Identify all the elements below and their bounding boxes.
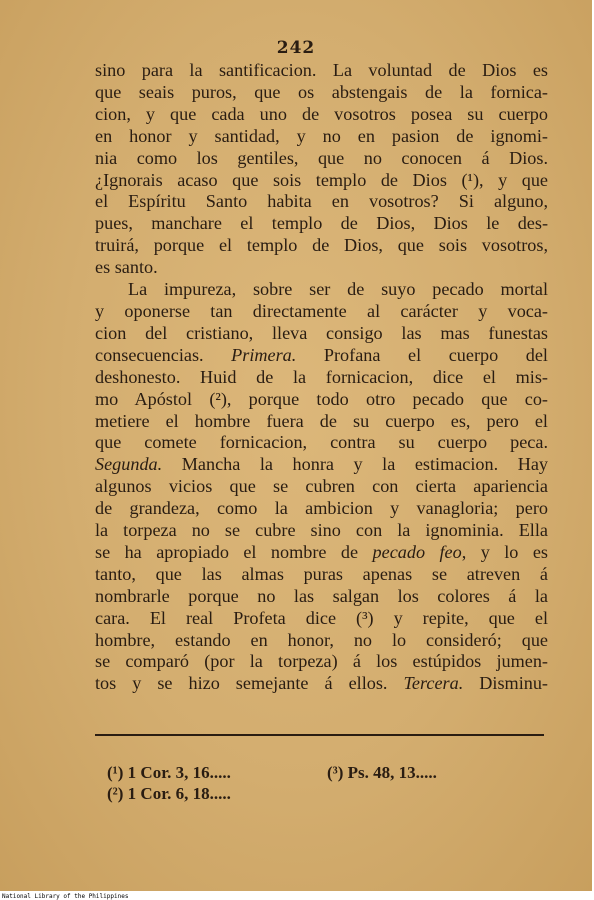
text-line: en honor y santidad, y no en pasion de ignomi- xyxy=(95,125,548,146)
text-line: se ha apropiado el nombre de pecado feo, y lo es xyxy=(95,541,548,562)
text-line: cara. El real Profeta dice (³) y repite, que el xyxy=(95,607,548,628)
text-line: ¿Ignorais acaso que sois templo de Dios (¹), y que xyxy=(95,169,548,190)
text-line: La impureza, sobre ser de suyo pecado mortal xyxy=(128,279,548,300)
text-line: que seais puros, que os abstengais de la fornica- xyxy=(95,81,548,102)
text-line: tanto, que las almas puras apenas se atreven á xyxy=(95,563,548,584)
text-line: tos y se hizo semejante á ellos. Tercera. Disminu- xyxy=(95,673,548,694)
text-line: algunos vicios que se cubren con cierta apariencia xyxy=(95,476,548,497)
text-line: de grandeza, como la ambicion y vanagloria; pero xyxy=(95,498,548,519)
library-credit: National Library of the Philippines xyxy=(2,893,129,900)
text-line: cion del cristiano, lleva consigo las mas funestas xyxy=(95,322,548,343)
text-line: consecuencias. Primera. Profana el cuerpo del xyxy=(95,344,548,365)
page-number: 242 xyxy=(276,38,316,58)
text-line: hombre, estando en honor, no lo consideró; que xyxy=(95,629,548,650)
text-line: el Espíritu Santo habita en vosotros? Si alguno, xyxy=(95,191,548,212)
text-line: mo Apóstol (²), porque todo otro pecado que co- xyxy=(95,388,548,409)
text-line: sino para la santificacion. La voluntad de Dios es xyxy=(95,60,548,80)
footnote-1: (¹) 1 Cor. 3, 16..... xyxy=(107,763,231,782)
footnote-3: (³) Ps. 48, 13..... xyxy=(327,763,437,782)
text-line: Segunda. Mancha la honra y la estimacion. Hay xyxy=(95,454,548,475)
text-line: que comete fornicacion, contra su cuerpo peca. xyxy=(95,432,548,453)
text-line: y oponerse tan directamente al carácter y voca- xyxy=(95,300,548,321)
text-line: nombrarle porque no las salgan los colores á la xyxy=(95,585,548,606)
text-line: es santo. xyxy=(95,257,158,278)
footnote-2: (²) 1 Cor. 6, 18..... xyxy=(107,784,231,803)
text-line: nia como los gentiles, que no conocen á Dios. xyxy=(95,147,548,168)
text-line: truirá, porque el templo de Dios, que sois vosotros, xyxy=(95,235,548,256)
body-text xyxy=(95,60,548,695)
text-line: pues, manchare el templo de Dios, Dios le des- xyxy=(95,213,548,234)
text-line: la torpeza no se cubre sino con la ignominia. Ella xyxy=(95,520,548,541)
text-line: metiere el hombre fuera de su cuerpo es, pero el xyxy=(95,410,548,431)
footnote-divider xyxy=(95,734,544,736)
text-line: deshonesto. Huid de la fornicacion, dice el mis- xyxy=(95,366,548,387)
text-line: cion, y que cada uno de vosotros posea su cuerpo xyxy=(95,103,548,124)
text-line: se comparó (por la torpeza) á los estúpidos jumen- xyxy=(95,651,548,672)
